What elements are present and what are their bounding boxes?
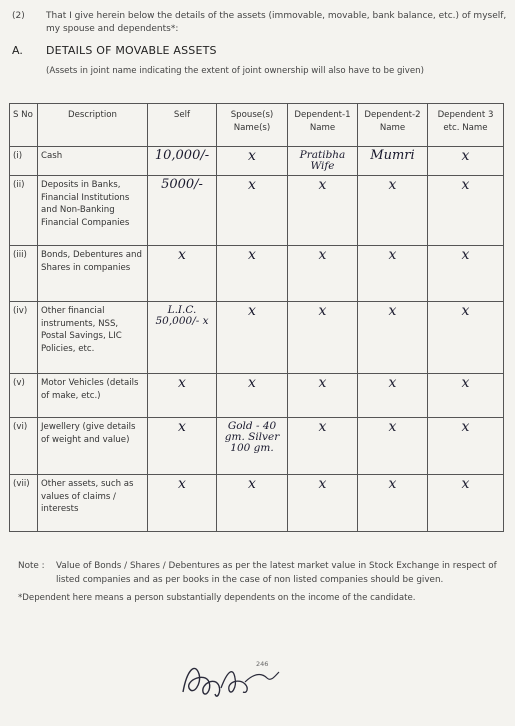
intro-text: That I give herein below the details of the assets (immovable, movable, bank balance, etc.) of myself, my spouse and dependents*: [46, 11, 507, 34]
row-dependent-1-value: x [288, 246, 358, 302]
row-dependent-2-value: x [358, 374, 428, 418]
row-sno: (vi) [10, 418, 38, 475]
row-description: Other assets, such as values of claims / interests [38, 475, 148, 532]
row-spouse-value: x [217, 246, 288, 302]
row-dependent-2-value: Mumri [358, 147, 428, 176]
row-dependent-1-value: x [288, 176, 358, 246]
table-row [10, 176, 504, 246]
row-description: Cash [38, 147, 148, 176]
section-letter: A. [12, 44, 23, 57]
row-dependent-3-value: x [428, 176, 504, 246]
row-self-value: x [148, 475, 217, 532]
row-dependent-1-value: x [288, 475, 358, 532]
signature [175, 652, 285, 708]
row-dependent-3-value: x [428, 374, 504, 418]
header-description: Description [38, 104, 148, 147]
row-description: Other financial instruments, NSS, Postal Savings, LIC Policies, etc. [38, 302, 148, 374]
row-description: Jewellery (give details of weight and value) [38, 418, 148, 475]
row-dependent-1-value: x [288, 302, 358, 374]
table-row [10, 374, 504, 418]
row-self-value: L.I.C. 50,000/- x [148, 302, 217, 374]
row-sno: (vii) [10, 475, 38, 532]
table-row [10, 418, 504, 475]
row-dependent-1-value: x [288, 418, 358, 475]
row-self-value: 10,000/- [148, 147, 217, 176]
row-sno: (i) [10, 147, 38, 176]
row-sno: (iv) [10, 302, 38, 374]
row-description: Motor Vehicles (details of make, etc.) [38, 374, 148, 418]
dependent-footnote: *Dependent here means a person substantially dependents on the income of the candidate. [18, 593, 416, 603]
row-dependent-3-value: x [428, 475, 504, 532]
note-label: Note : [18, 561, 45, 571]
row-dependent-2-value: x [358, 176, 428, 246]
table-row [10, 246, 504, 302]
row-spouse-value: x [217, 147, 288, 176]
row-dependent-2-value: x [358, 246, 428, 302]
row-sno: (v) [10, 374, 38, 418]
header-spouse: Spouse(s) Name(s) [217, 104, 288, 147]
header-dependent-2: Dependent-2 Name [358, 104, 428, 147]
note-text: Value of Bonds / Shares / Debentures as per the latest market value in Stock Exchange in respect of listed companies and as per books in the case of non listed companies should be given. [56, 561, 497, 585]
row-spouse-value: x [217, 302, 288, 374]
row-self-value: x [148, 246, 217, 302]
row-dependent-2-value: x [358, 475, 428, 532]
header-sno: S No [10, 104, 38, 147]
row-self-value: x [148, 418, 217, 475]
row-dependent-2-value: x [358, 418, 428, 475]
row-dependent-3-value: x [428, 302, 504, 374]
row-dependent-3-value: x [428, 418, 504, 475]
row-dependent-1-value: x [288, 374, 358, 418]
row-dependent-3-value: x [428, 147, 504, 176]
table-row [10, 302, 504, 374]
section-subnote: (Assets in joint name indicating the extent of joint ownership will also have to be given) [46, 66, 424, 76]
row-spouse-value: Gold - 40 gm. Silver 100 gm. [217, 418, 288, 475]
table-row [10, 147, 504, 176]
page-number: 246 [256, 660, 269, 668]
table-row [10, 475, 504, 532]
row-self-value: x [148, 374, 217, 418]
signature-icon [175, 652, 285, 704]
row-dependent-2-value: x [358, 302, 428, 374]
table-header-row [10, 104, 504, 147]
row-description: Deposits in Banks, Financial Institutions and Non-Banking Financial Companies [38, 176, 148, 246]
row-dependent-3-value: x [428, 246, 504, 302]
movable-assets-table [9, 103, 504, 532]
header-self: Self [148, 104, 217, 147]
row-spouse-value: x [217, 374, 288, 418]
row-self-value: 5000/- [148, 176, 217, 246]
row-description: Bonds, Debentures and Shares in companies [38, 246, 148, 302]
row-spouse-value: x [217, 176, 288, 246]
intro-number: (2) [12, 11, 25, 21]
row-sno: (iii) [10, 246, 38, 302]
row-sno: (ii) [10, 176, 38, 246]
header-dependent-3: Dependent 3 etc. Name [428, 104, 504, 147]
row-dependent-1-value: Pratibha Wife [288, 147, 358, 176]
header-dependent-1: Dependent-1 Name [288, 104, 358, 147]
row-spouse-value: x [217, 475, 288, 532]
section-title: DETAILS OF MOVABLE ASSETS [46, 44, 217, 57]
